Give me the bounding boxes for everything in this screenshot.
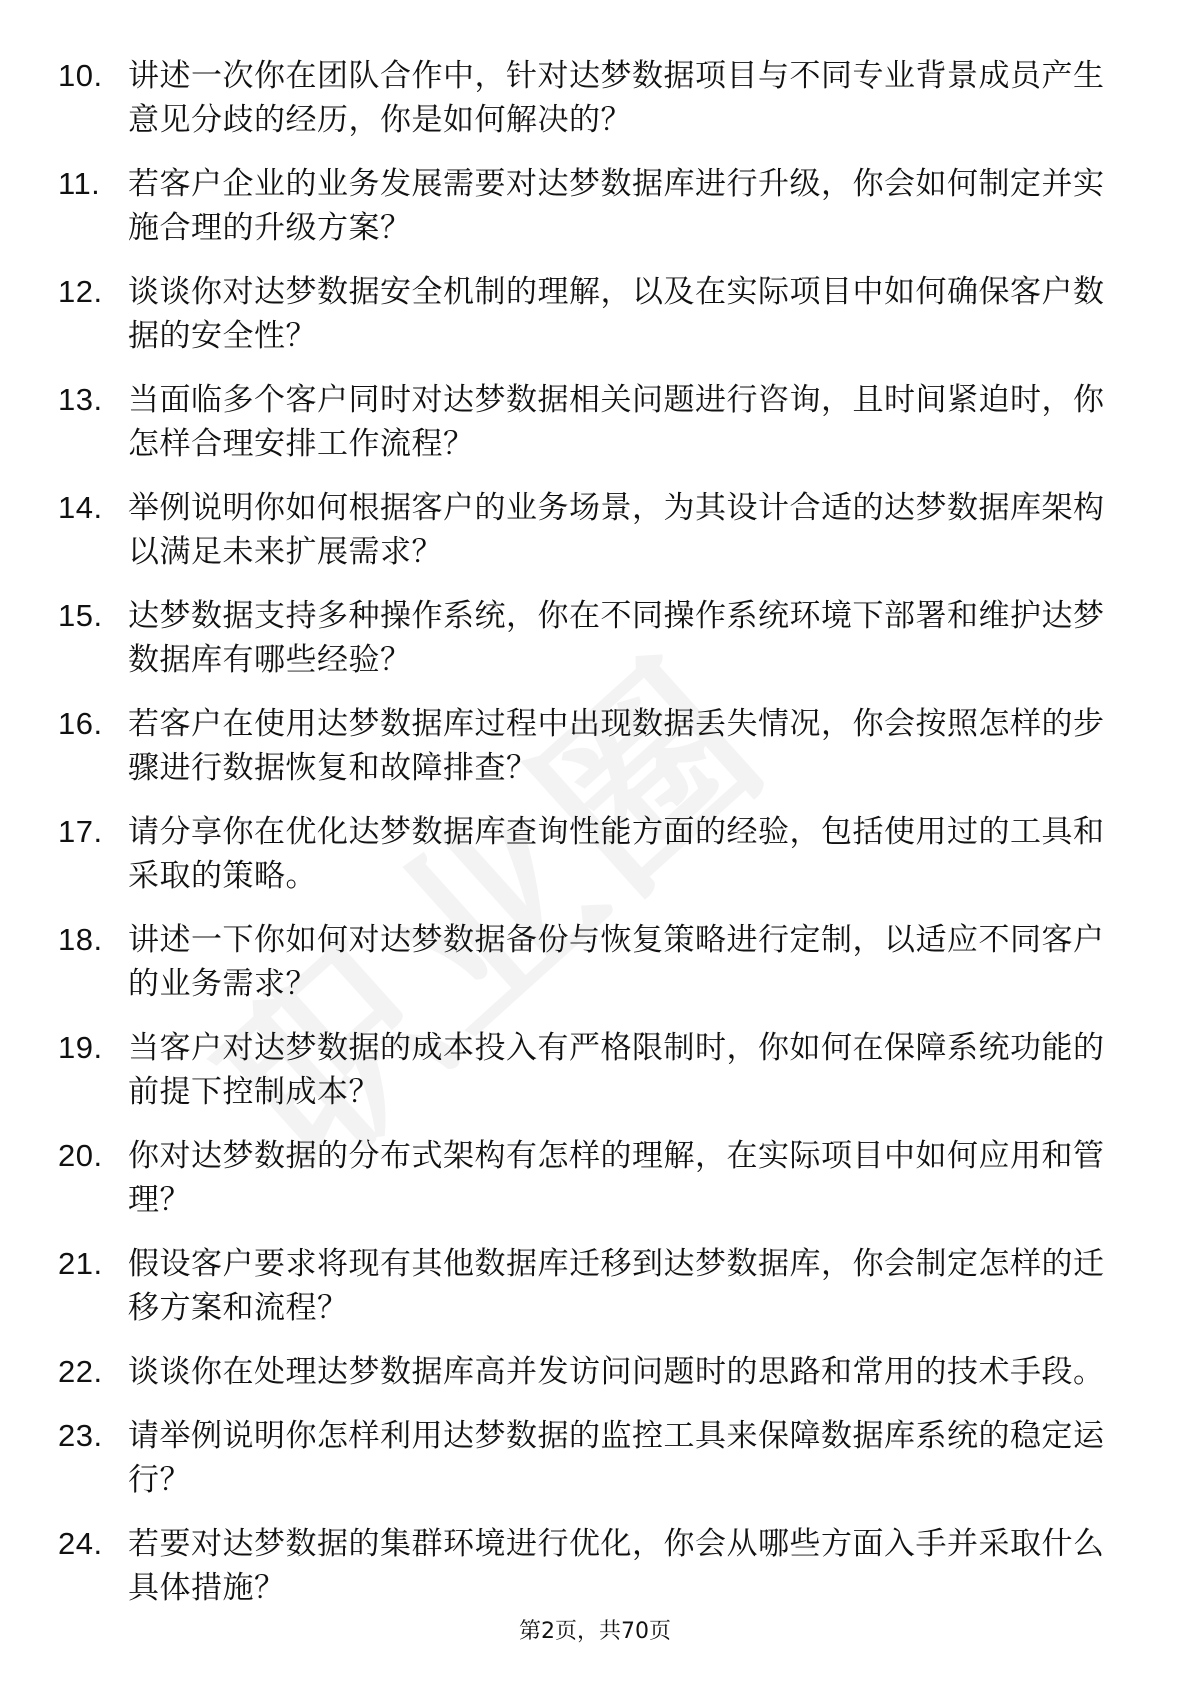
question-text: 若客户企业的业务发展需要对达梦数据库进行升级，你会如何制定并实施合理的升级方案？ (128, 166, 1105, 246)
question-item (58, 918, 1118, 1006)
question-number: 21. (58, 1246, 103, 1281)
question-item (58, 54, 1118, 142)
question-item (58, 378, 1118, 466)
question-text: 请分享你在优化达梦数据库查询性能方面的经验，包括使用过的工具和采取的策略。 (128, 814, 1105, 894)
question-number: 17. (58, 814, 103, 849)
question-number: 15. (58, 598, 103, 633)
question-number: 22. (58, 1354, 103, 1389)
question-item (58, 1350, 1118, 1394)
question-text: 谈谈你在处理达梦数据库高并发访问问题时的思路和常用的技术手段。 (128, 1354, 1105, 1390)
question-text: 讲述一下你如何对达梦数据备份与恢复策略进行定制，以适应不同客户的业务需求？ (128, 922, 1105, 1002)
question-number: 20. (58, 1138, 103, 1173)
question-number: 11. (58, 166, 101, 201)
question-item (58, 1414, 1118, 1502)
question-item (58, 594, 1118, 682)
question-item (58, 810, 1118, 898)
question-text: 达梦数据支持多种操作系统，你在不同操作系统环境下部署和维护达梦数据库有哪些经验？ (128, 598, 1105, 678)
page-indicator: 第2页，共70页 (519, 1619, 671, 1644)
question-item (58, 1134, 1118, 1222)
question-item (58, 486, 1118, 574)
question-number: 10. (58, 58, 103, 93)
question-text: 当面临多个客户同时对达梦数据相关问题进行咨询，且时间紧迫时，你怎样合理安排工作流程？ (128, 382, 1105, 462)
question-text: 若要对达梦数据的集群环境进行优化，你会从哪些方面入手并采取什么具体措施？ (128, 1526, 1105, 1606)
question-text: 当客户对达梦数据的成本投入有严格限制时，你如何在保障系统功能的前提下控制成本？ (128, 1030, 1105, 1110)
question-number: 14. (58, 490, 103, 525)
question-item (58, 702, 1118, 790)
question-text: 请举例说明你怎样利用达梦数据的监控工具来保障数据库系统的稳定运行？ (128, 1418, 1105, 1498)
question-list (58, 54, 1118, 1630)
question-item (58, 162, 1118, 250)
question-number: 18. (58, 922, 103, 957)
question-text: 谈谈你对达梦数据安全机制的理解，以及在实际项目中如何确保客户数据的安全性？ (128, 274, 1105, 354)
question-item (58, 270, 1118, 358)
question-text: 举例说明你如何根据客户的业务场景，为其设计合适的达梦数据库架构以满足未来扩展需求？ (128, 490, 1105, 570)
page-footer (0, 1617, 1190, 1647)
question-number: 16. (58, 706, 103, 741)
question-item (58, 1242, 1118, 1330)
question-number: 12. (58, 274, 103, 309)
question-text: 若客户在使用达梦数据库过程中出现数据丢失情况，你会按照怎样的步骤进行数据恢复和故障排查？ (128, 706, 1105, 786)
question-number: 24. (58, 1526, 103, 1561)
question-item (58, 1522, 1118, 1610)
question-number: 13. (58, 382, 103, 417)
question-text: 讲述一次你在团队合作中，针对达梦数据项目与不同专业背景成员产生意见分歧的经历，你是如何解决的？ (128, 58, 1105, 138)
question-item (58, 1026, 1118, 1114)
question-number: 23. (58, 1418, 103, 1453)
question-number: 19. (58, 1030, 103, 1065)
question-text: 假设客户要求将现有其他数据库迁移到达梦数据库，你会制定怎样的迁移方案和流程？ (128, 1246, 1105, 1326)
question-text: 你对达梦数据的分布式架构有怎样的理解，在实际项目中如何应用和管理？ (128, 1138, 1105, 1218)
